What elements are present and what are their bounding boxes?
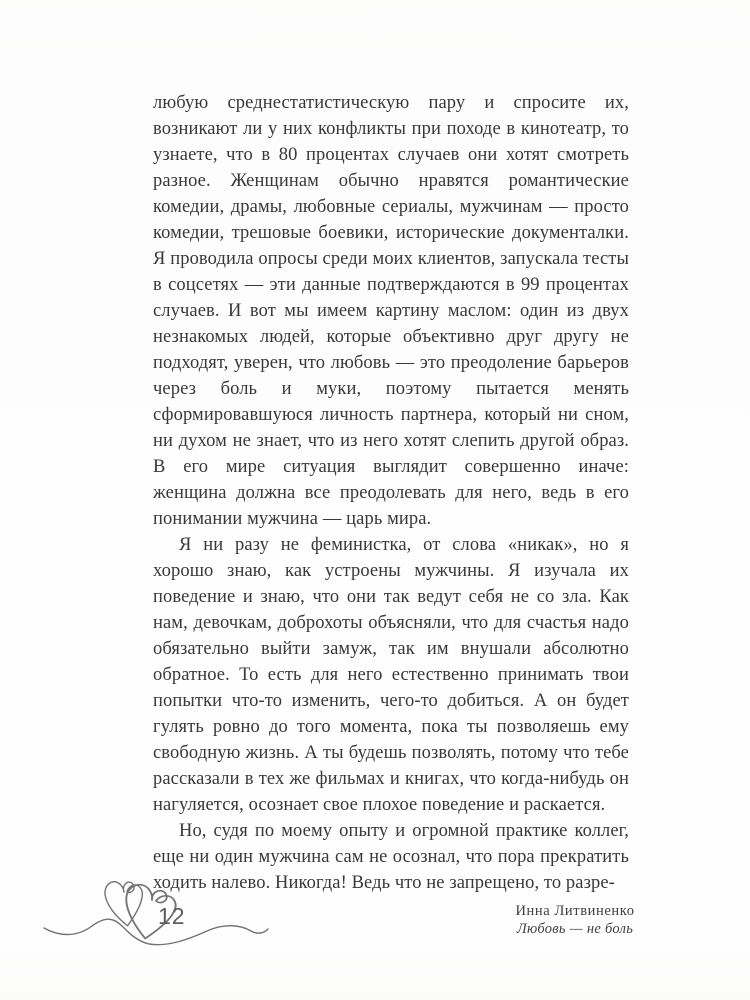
doodle-heart-left — [104, 879, 146, 928]
running-footer — [430, 902, 720, 938]
paragraph: любую среднестатистическую пару и спросите их, возникают ли у них конфликты при походе в кинотеатр, то узнаете, что в 80 процентах случаев они хотят смотреть разное. Женщинам обычно нравятся романтические комедии, драмы, любовные сериалы, мужчинам — просто комедии, трешовые боевики, исторические документалки. Я проводила опросы среди моих клиентов, запускала тесты в соцсетях — эти данные подтверждаются в 99 процентах случаев. И вот мы имеем картину маслом: один из двух незнакомых людей, которые объективно друг другу не подходят, уверен, что любовь — это преодоление барьеров через боль и муки, поэтому пытается менять сформировавшуюся личность партнера, который ни сном, ни духом не знает, что из него хотят слепить другой образ. В его мире ситуация выглядит совершенно иначе: женщина должна все преодолевать для него, ведь в его понимании мужчина — царь мира. — [153, 93, 629, 529]
page-number: 12 — [158, 903, 186, 929]
body-text — [153, 90, 629, 896]
paragraph: Я ни разу не феминистка, от слова «никак», но я хорошо знаю, как устроены мужчины. Я изучала их поведение и знаю, что они так ведут себя не со зла. Как нам, девочкам, доброхоты объясняли, что для счастья надо обязательно выйти замуж, так им внушали абсолютно обратное. То есть для него естественно принимать твои попытки что-то изменить, чего-то добиться. А он будет гулять ровно до того момента, пока ты позволяешь ему свободную жизнь. А ты будешь позволять, потому что тебе рассказали в тех же фильмах и книгах, что когда-нибудь он нагуляется, осознает свое плохое поведение и раскается. — [153, 535, 629, 815]
paragraph: Но, судя по моему опыту и огромной практике коллег, еще ни один мужчина сам не осознал, что пора прекратить ходить налево. Никогда! Ведь что не запрещено, то разре- — [153, 821, 629, 893]
footer-author: Инна Литвиненко — [515, 903, 635, 919]
footer-book-title: Любовь — не боль — [516, 921, 634, 937]
